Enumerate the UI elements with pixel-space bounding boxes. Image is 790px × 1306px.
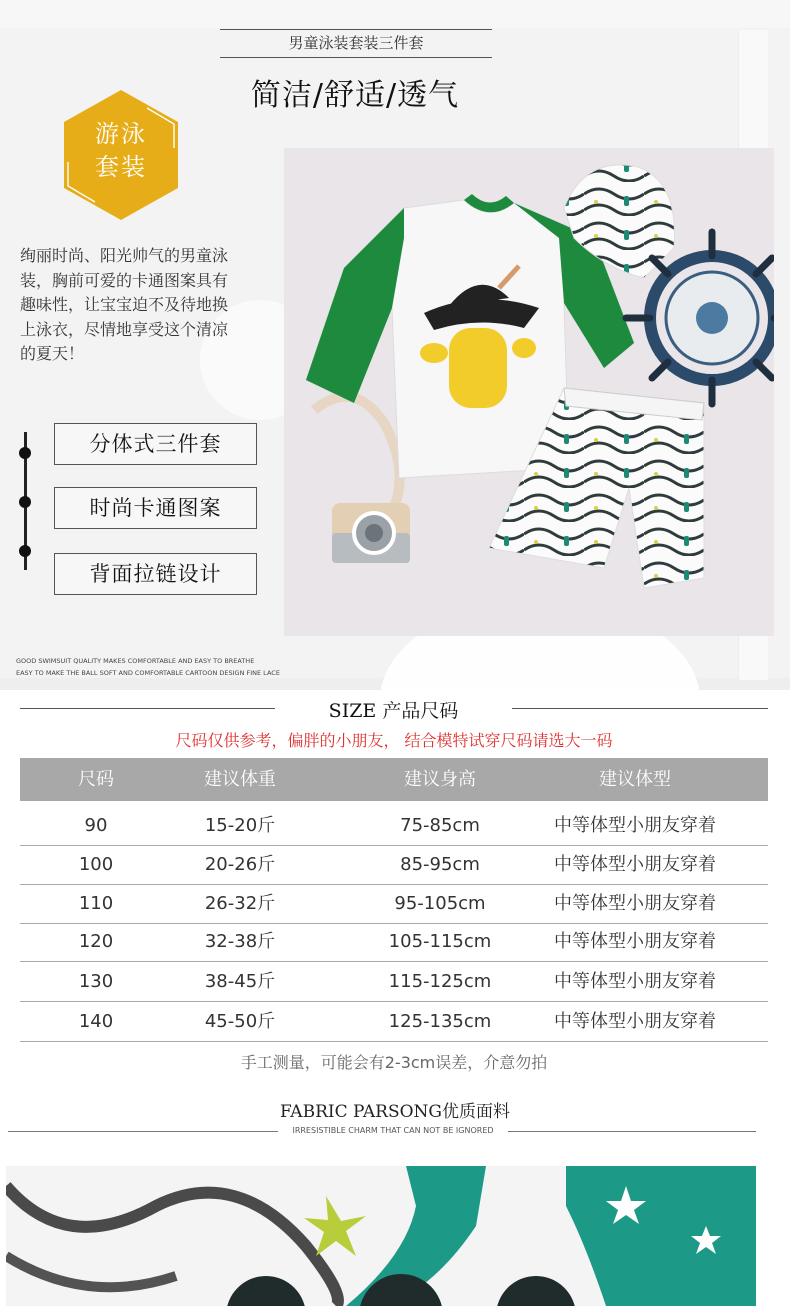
cell-height: 125-135cm	[388, 1011, 492, 1032]
product-photo	[284, 148, 774, 636]
timeline-dot	[19, 496, 31, 508]
cell-size: 100	[78, 854, 114, 875]
size-table-header	[20, 758, 768, 801]
cell-size: 130	[78, 971, 114, 992]
divider	[508, 1131, 756, 1132]
swim-set-badge	[62, 88, 180, 222]
badge-line: 套装	[95, 153, 147, 181]
fabric-closeup-photo	[6, 1166, 756, 1306]
product-description: 绚丽时尚、阳光帅气的男童泳装，胸前可爱的卡通图案具有趣味性，让宝宝迫不及待地换上泳衣，尽情地享受这个清凉的夏天！	[20, 246, 229, 363]
cell-body-type: 中等体型小朋友穿着	[554, 815, 716, 836]
column-header-weight: 建议体重	[204, 769, 276, 790]
cell-size: 140	[78, 1011, 114, 1032]
cell-height: 75-85cm	[400, 815, 480, 836]
fabric-title-en: FABRIC PARSONG	[279, 1102, 442, 1122]
fine-print: EASY TO MAKE THE BALL SOFT AND COMFORTABLE CARTOON DESIGN FINE LACE	[16, 669, 280, 677]
badge-line: 游泳	[95, 120, 147, 148]
table-row	[20, 922, 768, 962]
headline: 简洁/舒适/透气	[250, 78, 460, 113]
cell-weight: 32-38斤	[204, 931, 276, 952]
cell-weight: 45-50斤	[204, 1011, 276, 1032]
cell-weight: 20-26斤	[204, 854, 276, 875]
size-title-cn: 产品尺码	[382, 700, 459, 722]
cell-size: 120	[78, 931, 114, 952]
feature-box: 背面拉链设计	[54, 553, 257, 595]
column-header-body-type: 建议体型	[599, 769, 671, 790]
size-note: 尺码仅供参考，偏胖的小朋友， 结合模特试穿尺码请选大一码	[175, 731, 613, 750]
fabric-section-title	[200, 1097, 590, 1122]
size-title-en: SIZE	[328, 700, 377, 722]
cell-body-type: 中等体型小朋友穿着	[554, 893, 716, 914]
cell-weight: 15-20斤	[204, 815, 276, 836]
cell-weight: 38-45斤	[204, 971, 276, 992]
cell-height: 115-125cm	[388, 971, 492, 992]
cell-size: 110	[78, 893, 114, 914]
toy-camera-illustration	[332, 503, 410, 563]
table-row	[20, 845, 768, 885]
cell-height: 105-115cm	[388, 931, 492, 952]
table-row	[20, 962, 768, 1002]
cell-body-type: 中等体型小朋友穿着	[554, 1011, 716, 1032]
feature-box: 分体式三件套	[54, 423, 257, 465]
table-row	[20, 806, 768, 846]
fine-print: GOOD SWIMSUIT QUALITY MAKES COMFORTABLE AND EASY TO BREATHE	[16, 657, 255, 665]
column-header-size: 尺码	[78, 769, 114, 790]
product-caption: 男童泳装套装三件套	[220, 29, 492, 58]
fabric-title-cn: 优质面料	[442, 1102, 510, 1122]
cell-body-type: 中等体型小朋友穿着	[554, 931, 716, 952]
divider	[20, 708, 275, 709]
size-section-title	[275, 696, 512, 723]
feature-box: 时尚卡通图案	[54, 487, 257, 529]
fabric-subtitle: IRRESISTIBLE CHARM THAT CAN NOT BE IGNORED	[292, 1126, 494, 1135]
measurement-note: 手工测量，可能会有2-3cm误差，介意勿拍	[240, 1053, 548, 1072]
cell-body-type: 中等体型小朋友穿着	[554, 971, 716, 992]
column-header-height: 建议身高	[404, 769, 476, 790]
divider	[512, 708, 768, 709]
timeline-dot	[19, 545, 31, 557]
table-row	[20, 884, 768, 924]
table-row	[20, 1002, 768, 1042]
cell-height: 85-95cm	[400, 854, 480, 875]
cell-body-type: 中等体型小朋友穿着	[554, 854, 716, 875]
cell-weight: 26-32斤	[204, 893, 276, 914]
cell-height: 95-105cm	[394, 893, 486, 914]
divider	[8, 1131, 278, 1132]
timeline-dot	[19, 447, 31, 459]
cell-size: 90	[84, 815, 108, 836]
